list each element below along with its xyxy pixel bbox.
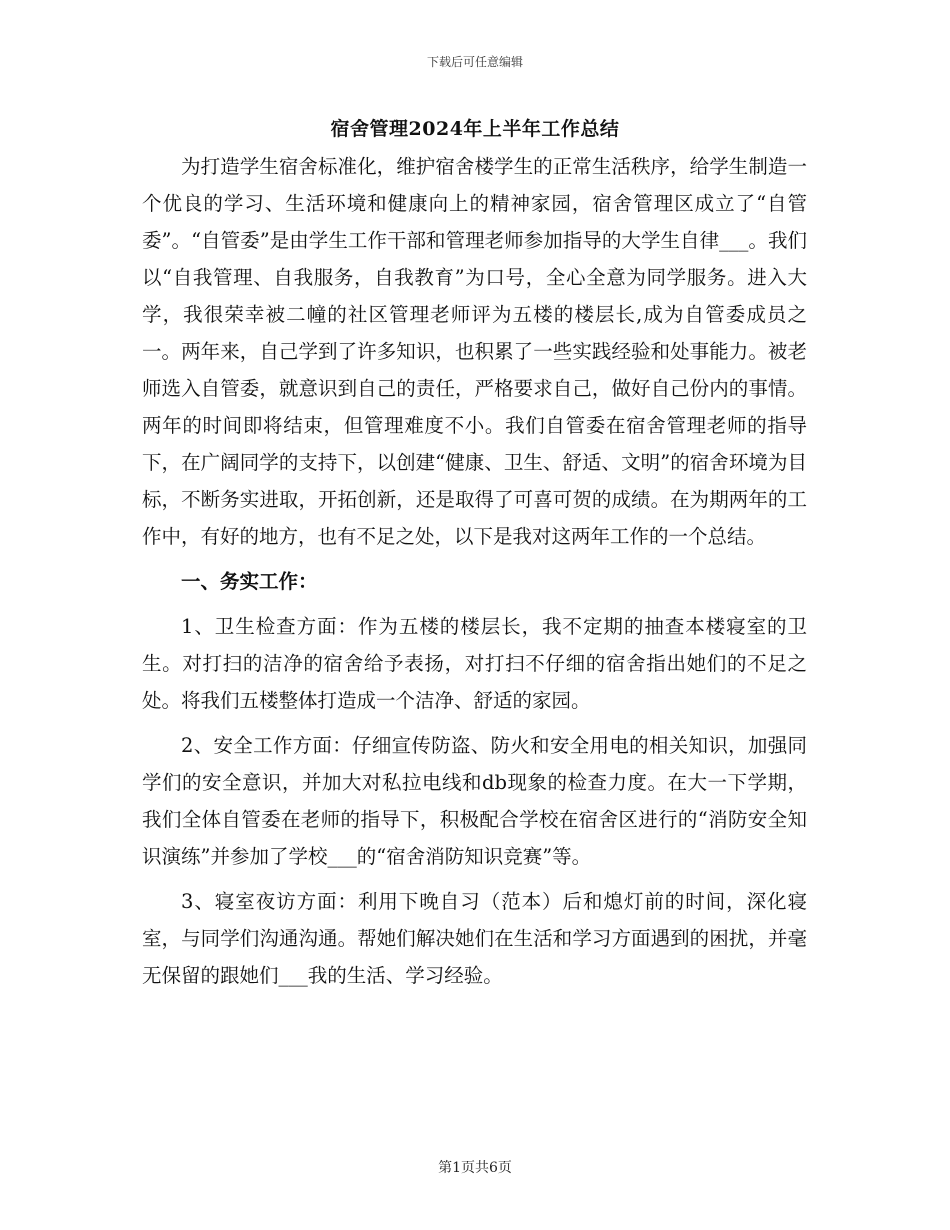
intro-paragraph: 为打造学生宿舍标准化，维护宿舍楼学生的正常生活秩序，给学生制造一个优良的学习、生活环境和健康向上的精神家园，宿舍管理区成立了“自管委”。“自管委”是由学生工作干部和管理老师参加指导的大学生自律___。我们以“自我管理、自我服务，自我教育”为口号，全心全意为同学服务。进入大学，我很荣幸被二幢的社区管理老师评为五楼的楼层长,成为自管委成员之一。两年来，自己学到了许多知识，也积累了一些实践经验和处事能力。被老师选入自管委，就意识到自己的责任，严格要求自己，做好自己份内的事情。两年的时间即将结束，但管理难度不小。我们自管委在宿舍管理老师的指导下，在广阔同学的支持下，以创建“健康、卫生、舒适、文明”的宿舍环境为目标，不断务实进取，开拓创新，还是取得了可喜可贺的成绩。在为期两年的工作中，有好的地方，也有不足之处，以下是我对这两年工作的一个总结。 <box>142 155 807 548</box>
section-heading: 一、务实工作： <box>181 570 318 593</box>
item-hygiene-paragraph: 1、卫生检查方面：作为五楼的楼层长，我不定期的抽查本楼寝室的卫生。对打扫的洁净的宿舍给予表扬，对打扫不仔细的宿舍指出她们的不足之处。将我们五楼整体打造成一个洁净、舒适的家园。 <box>142 615 807 712</box>
page-indicator: 第1页共6页 <box>438 1160 512 1176</box>
item-safety-paragraph: 2、安全工作方面：仔细宣传防盗、防火和安全用电的相关知识，加强同学们的安全意识，并加大对私拉电线和db现象的检查力度。在大一下学期，我们全体自管委在老师的指导下，积极配合学校在宿舍区进行的“消防安全知识演练”并参加了学校___的“宿舍消防知识竞赛”等。 <box>142 734 807 868</box>
document-body <box>142 148 807 994</box>
header-note: 下载后可任意编辑 <box>426 55 523 69</box>
document-title: 宿舍管理2024年上半年工作总结 <box>330 118 620 140</box>
item-night-visit-paragraph: 3、寝室夜访方面：利用下晚自习（范本）后和熄灯前的时间，深化寝室，与同学们沟通沟通。帮她们解决她们在生活和学习方面遇到的困扰，并毫无保留的跟她们___我的生活、学习经验。 <box>142 890 807 987</box>
